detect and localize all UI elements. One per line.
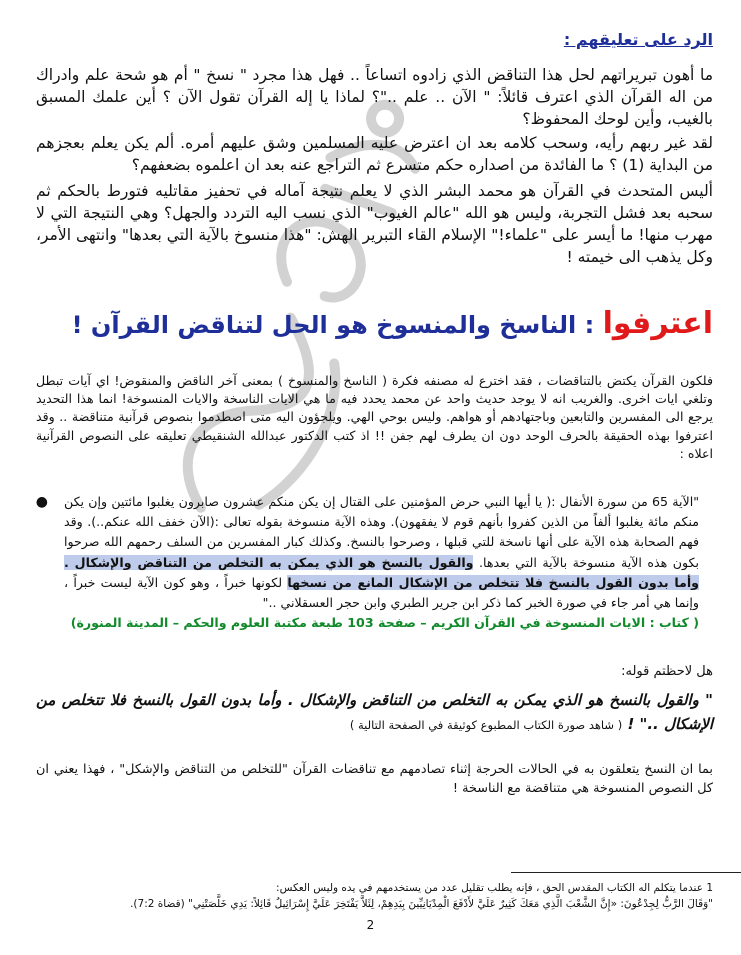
quote-text-end: لكونها خبراً ، وهو كون الآية ليست خبراً ، وإنما هي أمر جاء في صورة الخبر كما ذكر ابن جرير الطبري وابن حجر العسقلاني .." [64, 574, 699, 611]
quoted-statement-text: " والقول بالنسخ هو الذي يمكن به التخلص من التناقض والإشكال . وأما بدون القول بالنسخ فلا تتخلص من الإشكال .." ! [36, 691, 713, 733]
main-title [36, 306, 713, 341]
quote-bullet [64, 492, 699, 633]
footnote-line-1: 1 عندما يتكلم اله الكتاب المقدس الحق ، فإنه يطلب تقليل عدد من يستخدمهم في يده وليس العكس: [276, 882, 713, 894]
quoted-statement [36, 688, 713, 737]
quote-highlighted-text: والقول بالنسخ هو الذي يمكن به التخلص من التناقض والإشكال . وأما بدون القول بالنسخ فلا تتخلص من الإشكال المانع من نسخها [64, 554, 699, 590]
document-note: ( شاهد صورة الكتاب المطبوع كوثيقة في الصفحة التالية ) [349, 718, 623, 732]
paragraph-2: لقد غير ربهم رأيه، وسحب كلامه بعد ان اعترض عليه المسلمين وشق عليهم أمره. ألم يكن يعلم بعجزهم من البداية (1) ؟ ما الفائدة من اصداره حكم متسرع ثم التراجع عنه بعد ان اعلموه بضعفهم؟ [36, 134, 713, 174]
book-source: ( كتاب : الايات المنسوخة في القرآن الكريم – صفحة 103 طبعة مكتبة العلوم والحكم – المدينة المنورة) [70, 615, 699, 631]
footnote-divider [511, 872, 741, 873]
conclusion-paragraph: بما ان النسخ يتعلقون به في الحالات الحرجة إثناء تصادمهم مع تناقضات القرآن "للتخلص من التناقض والإشكل" ، فهذا يعني ان كل النصوص المنسوخة هي متناقضة مع الناسخة ! [36, 762, 713, 796]
paragraph-1: ما أهون تبريراتهم لحل هذا التناقض الذي زادوه اتساعاً .. فهل هذا مجرد " نسخ " أم هو شحة علم وادراك من اله القرآن الذي اعترف قائلاً: " الآن .. علم .."؟ لماذا يا إله القرآن تقول الآن ؟ أين علمك المسبق بالغيب، وأين لوحك المحفوظ؟ [36, 66, 713, 128]
section-heading: الرد على تعليقهم : [563, 30, 713, 49]
footnote-line-2: "وَقَالَ الرَّبُّ لِجِدْعُونَ: «إِنَّ الشَّعْبَ الَّذِي مَعَكَ كَثِيرٌ عَلَيَّ لأَدْفَعَ الْمِدْيَانِيِّينَ بِيَدِهِمْ، لِئَلاَّ يَفْتَخِرَ عَلَيَّ إِسْرَائِيلُ قَائِلاً: يَدِي خَلَّصَتْنِي" (قضاة 7:2). [130, 898, 713, 910]
bullet-dot-icon: ● [35, 494, 48, 510]
title-text: : الناسخ والمنسوخ هو الحل لتناقض القرآن ! [71, 311, 595, 339]
section-paragraph: فلكون القرآن يكتض بالتناقضات ، فقد اخترع له مصنفه فكرة ( الناسخ والمنسوخ ) بمعنى آخر الناقض والمنقوض! اي آيات تبطل وتلغي ايات اخرى. والغريب انه لا يوجد حديث واحد عن محمد يحدد فيه ما هي الايات الناسخة والايات المنسوخة! انما هذا التحديد يرجع الى المفسرين والتابعين وباجتهادهم أو هواهم. وليس بوحي الهي. ويلجؤون اليه متى اصطدموا بنصوص قرآنية متناقضة .. وقد اعترفوا بهذه الحقيقة بالحرف الوحد دون ان يطرف لهم جفن !! اذ كتب الدكتور عبدالله الشنقيطي تعليقه على النصوص القرآنية اعلاه : [36, 373, 713, 461]
footnote [36, 880, 713, 912]
page-number: 2 [366, 918, 375, 932]
paragraph-3: أليس المتحدث في القرآن هو محمد البشر الذي لا يعلم نتيجة آماله في تحفيز مقاتليه فتورط بالحكم ثم سحبه بعد فشل التجربة، وليس هو الله "عالم الغيوب" الذي نسب اليه التردد والجهل؟ وهي النتيجة التي لا مهرب منها! ما أيسر على "علماء!" الإسلام القاء التبرير الهش: "هذا منسوخ بالآية التي بعدها" وانتهى الأمر، وكل يذهب الى خيمته ! [36, 182, 713, 266]
title-highlight-word: اعترفوا [602, 306, 713, 341]
question-lead: هل لاحظتم قوله: [621, 664, 713, 679]
quote-text-start: "الآية 65 من سورة الأنفال :( يا أيها النبي حرض المؤمنين على القتال إن يكن منكم عشرون صابرون يغلبوا مائتين وإن يكن منكم مائة يغلبوا ألفاً من الذين كفروا بأنهم قوم لا يفقهون). وهذه الآية منسوخة بقوله تعالى :(الآن خفف الله عنكم..). وقد فهم الصحابة هذه الآية على أنها ناسخة للتي قبلها ، وصرحوا بالنسخ. وكذلك كبار المفسرين من السلف رحمهم الله صرحوا بكون هذه الآية منسوخة بالآية التي بعدها. [64, 494, 699, 570]
